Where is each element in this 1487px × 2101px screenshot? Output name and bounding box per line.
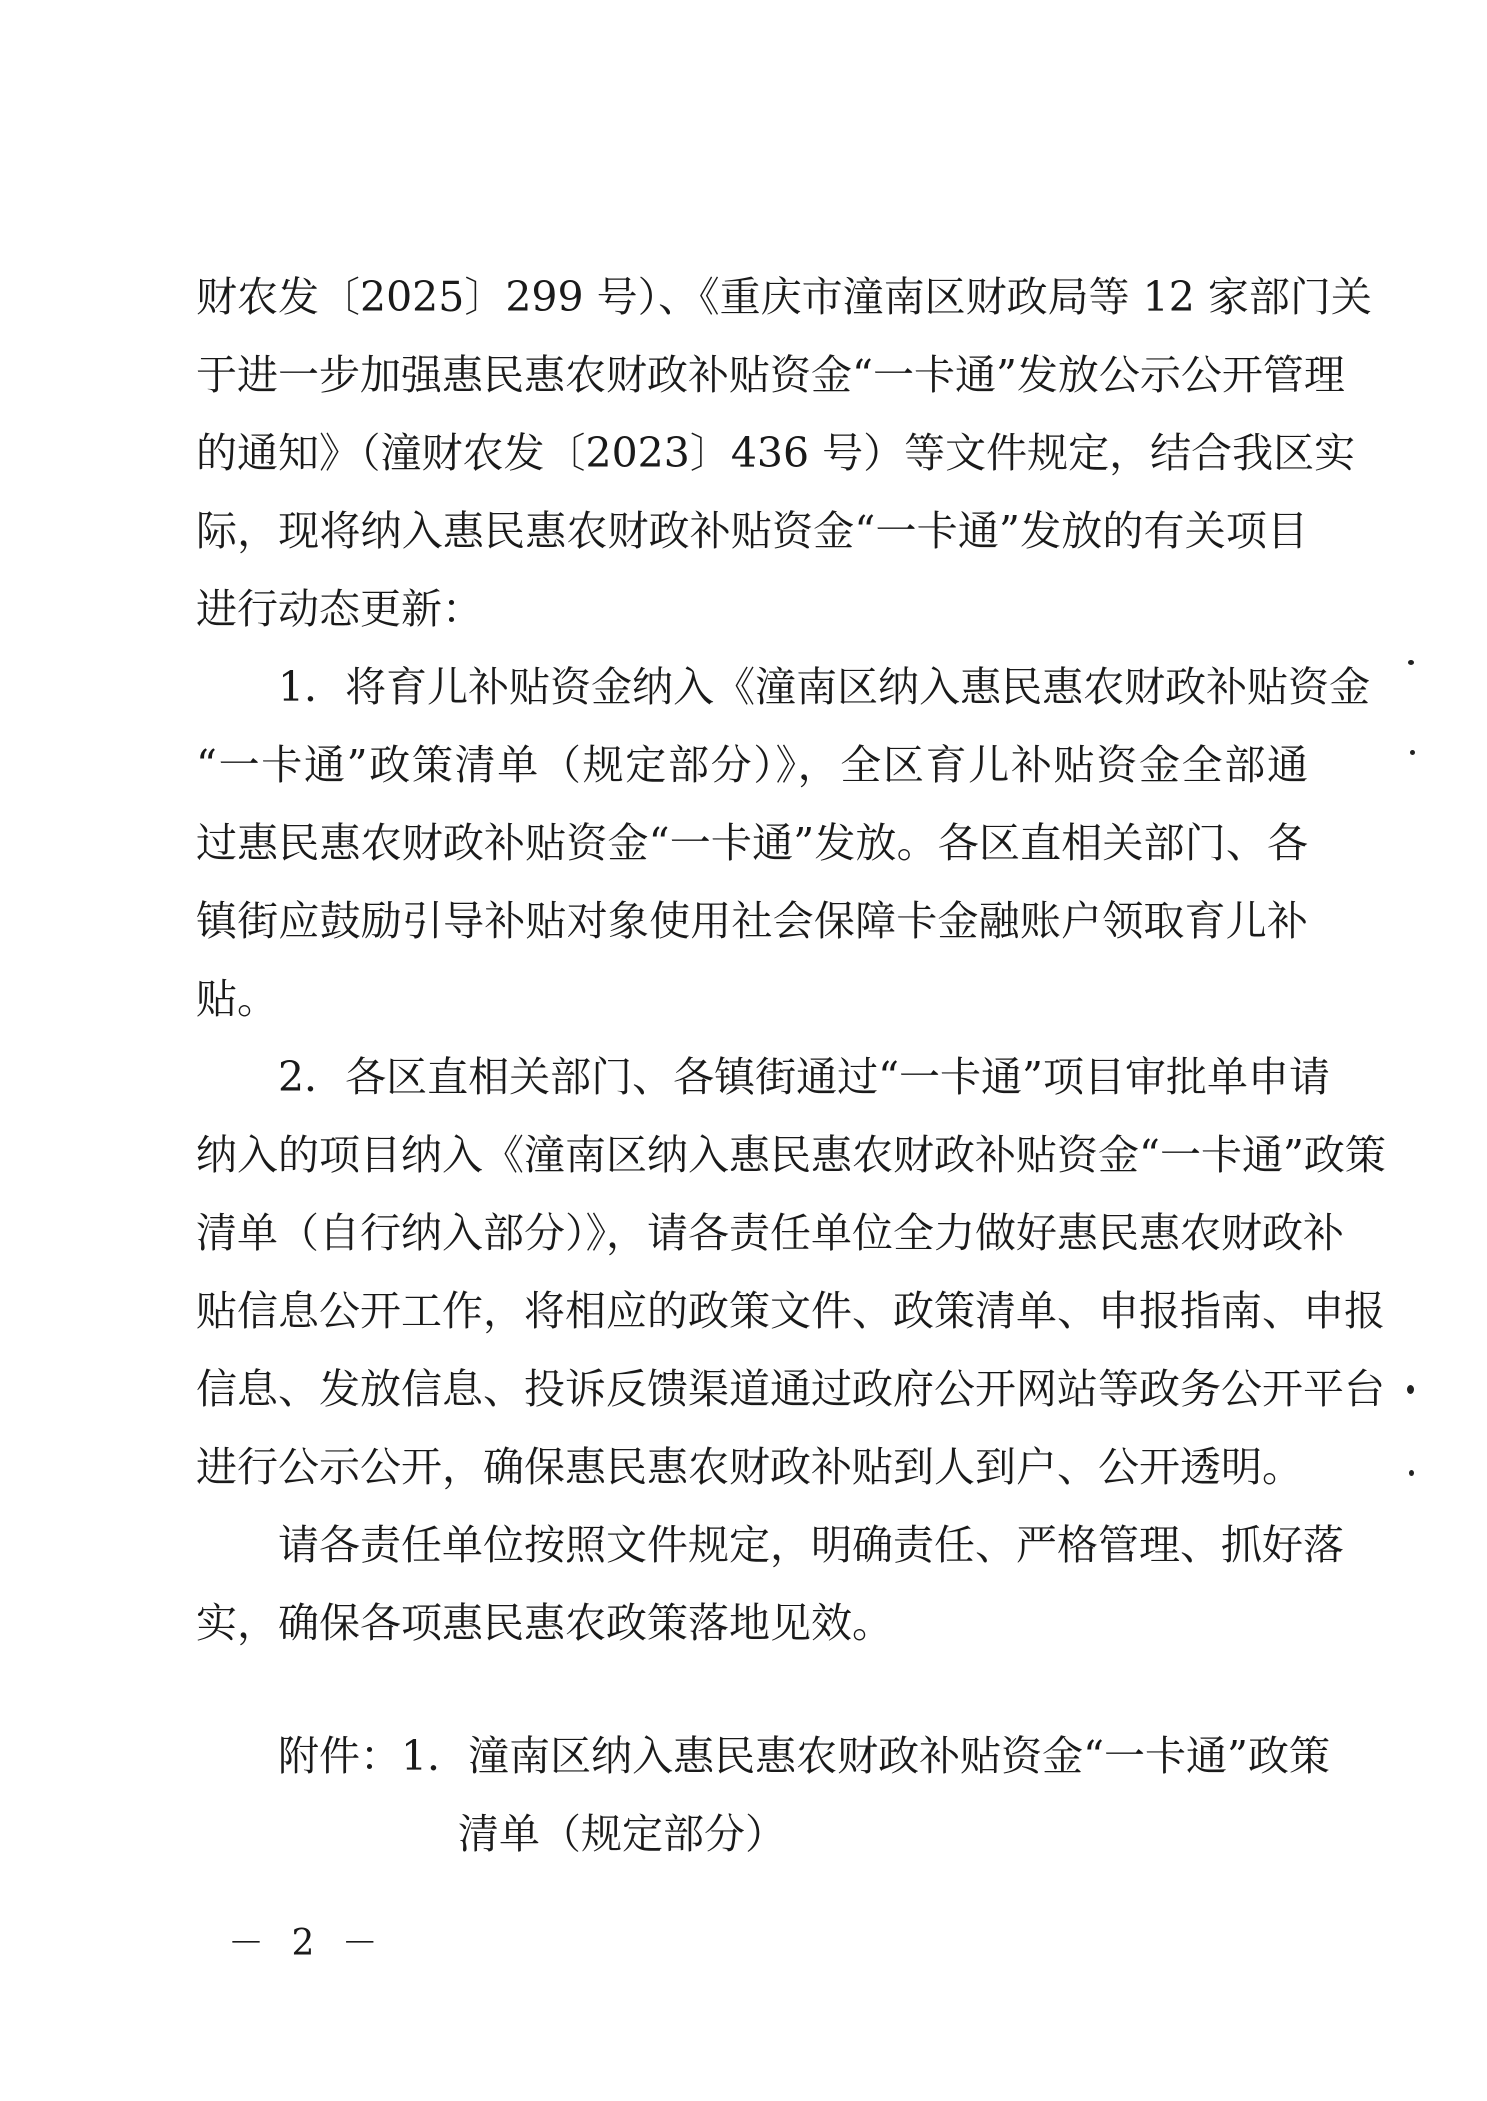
attachment-line-2: 清单（规定部分） xyxy=(458,1810,786,1858)
intro-line-5: 进行动态更新： xyxy=(196,585,483,633)
scan-mark xyxy=(1409,1470,1414,1476)
item1-line-1: 1．将育儿补贴资金纳入《潼南区纳入惠民惠农财政补贴资金 xyxy=(278,663,1371,711)
item2-line-4: 贴信息公开工作，将相应的政策文件、政策清单、申报指南、申报 xyxy=(196,1287,1385,1335)
scan-mark xyxy=(1410,750,1415,755)
item1-line-5: 贴。 xyxy=(196,975,278,1023)
intro-line-1: 财农发〔2025〕299 号）、《重庆市潼南区财政局等 12 家部门关 xyxy=(196,273,1372,321)
scan-mark xyxy=(1407,1385,1414,1394)
item2-line-6: 进行公示公开，确保惠民惠农财政补贴到人到户、公开透明。 xyxy=(196,1443,1303,1491)
intro-line-3: 的通知》（潼财农发〔2023〕436 号）等文件规定，结合我区实 xyxy=(196,429,1356,477)
closing-line-1: 请各责任单位按照文件规定，明确责任、严格管理、抓好落 xyxy=(278,1521,1344,1569)
item1-line-2: “一卡通”政策清单（规定部分）》，全区育儿补贴资金全部通 xyxy=(196,741,1308,789)
page-number: － 2 － xyxy=(228,1923,386,1964)
item1-line-4: 镇街应鼓励引导补贴对象使用社会保障卡金融账户领取育儿补 xyxy=(196,897,1308,945)
closing-line-2: 实，确保各项惠民惠农政策落地见效。 xyxy=(196,1599,893,1647)
item2-line-3: 清单（自行纳入部分）》，请各责任单位全力做好惠民惠农财政补 xyxy=(196,1209,1344,1257)
item1-line-3: 过惠民惠农财政补贴资金“一卡通”发放。各区直相关部门、各 xyxy=(196,819,1308,867)
attachment-line-1: 附件：1．潼南区纳入惠民惠农财政补贴资金“一卡通”政策 xyxy=(278,1732,1331,1780)
item2-line-1: 2．各区直相关部门、各镇街通过“一卡通”项目审批单申请 xyxy=(278,1053,1331,1101)
item2-line-5: 信息、发放信息、投诉反馈渠道通过政府公开网站等政务公开平台 xyxy=(196,1365,1385,1413)
intro-line-4: 际，现将纳入惠民惠农财政补贴资金“一卡通”发放的有关项目 xyxy=(196,507,1308,555)
intro-line-2: 于进一步加强惠民惠农财政补贴资金“一卡通”发放公示公开管理 xyxy=(196,351,1345,399)
scan-mark xyxy=(1408,660,1414,665)
item2-line-2: 纳入的项目纳入《潼南区纳入惠民惠农财政补贴资金“一卡通”政策 xyxy=(196,1131,1386,1179)
